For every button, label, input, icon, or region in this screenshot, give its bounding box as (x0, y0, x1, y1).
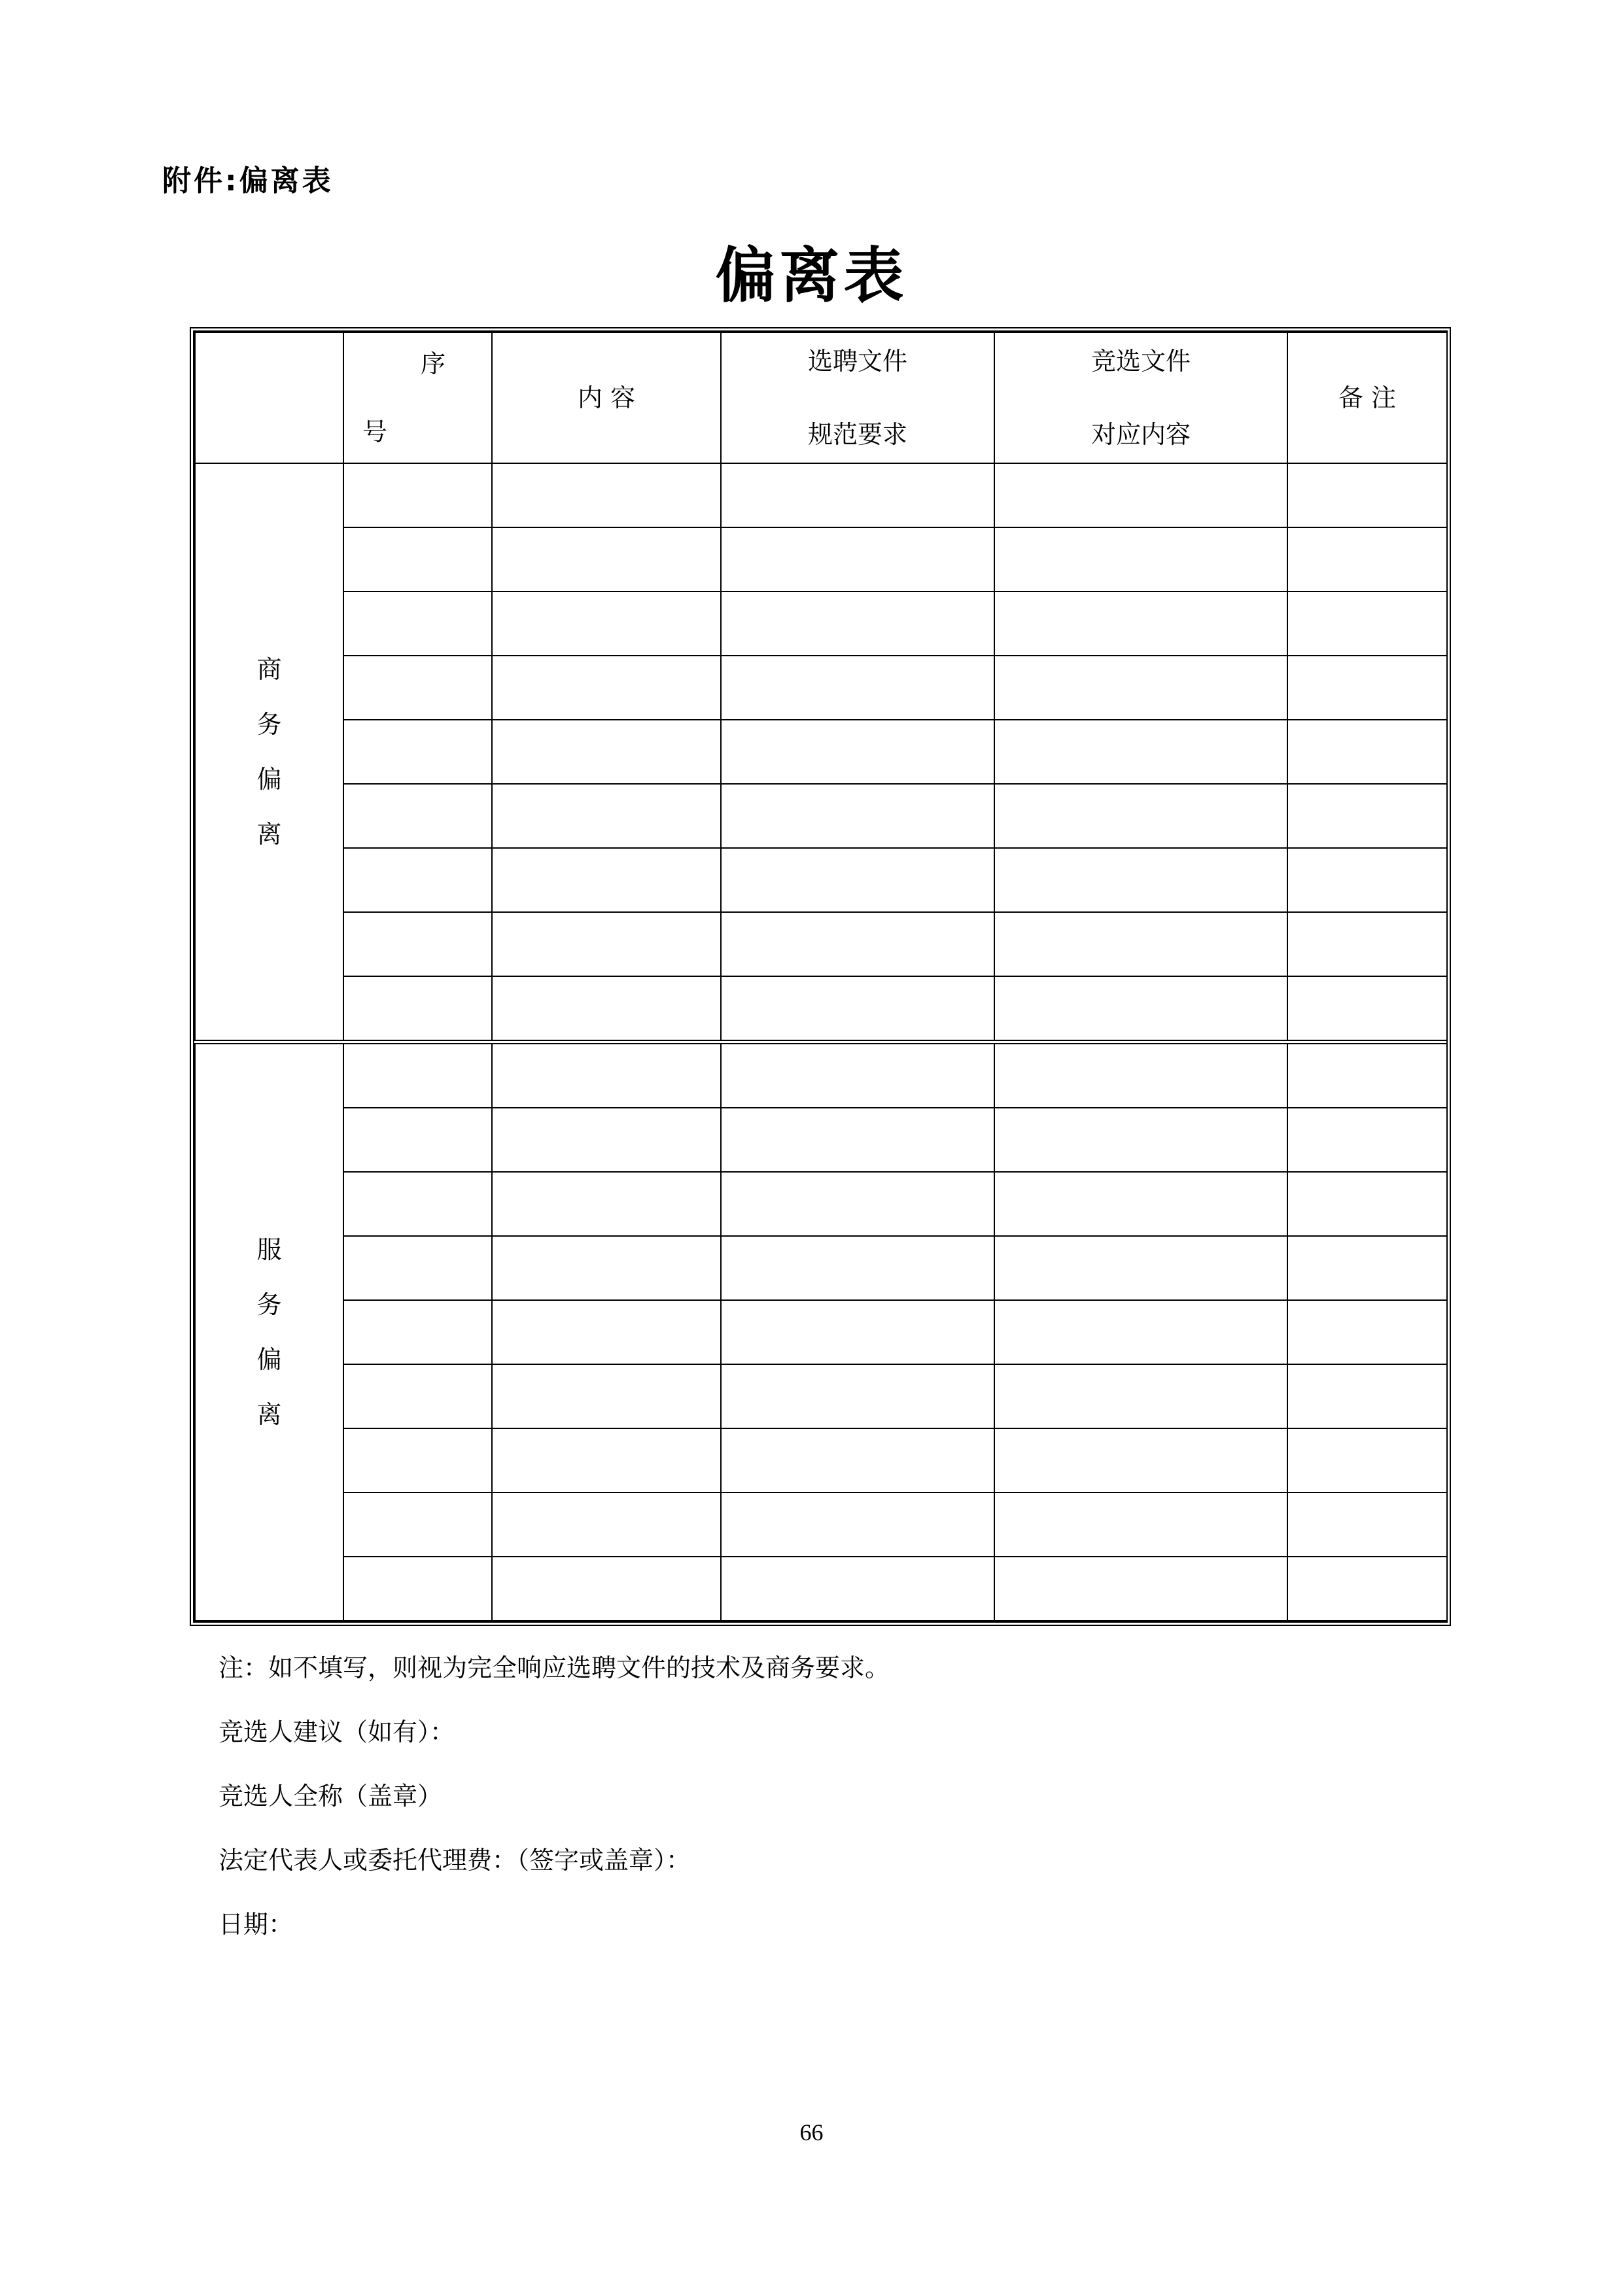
header-requirement-bottom: 规范要求 (807, 420, 907, 449)
seq-cell (343, 1300, 492, 1364)
content-cell (492, 463, 721, 527)
note-line-2: 竞选人建议（如有）： (218, 1718, 455, 1746)
table-row (195, 527, 1447, 592)
content-cell (492, 527, 721, 592)
response-cell (994, 848, 1287, 912)
remark-cell (1287, 1236, 1447, 1300)
remark-cell (1287, 720, 1447, 784)
remark-cell (1287, 912, 1447, 976)
remark-cell (1287, 1492, 1447, 1557)
section-label-char: 务 (256, 710, 282, 739)
section-label-char: 离 (256, 1400, 282, 1429)
seq-cell (343, 1236, 492, 1300)
response-cell (994, 1364, 1287, 1428)
table-row (195, 1108, 1447, 1172)
requirement-cell (721, 720, 994, 784)
requirement-cell (721, 1042, 994, 1108)
table-row (195, 1428, 1447, 1492)
section-label-char: 偏 (256, 1345, 282, 1374)
remark-cell (1287, 463, 1447, 527)
section-label-char: 商 (256, 655, 282, 684)
remark-cell (1287, 848, 1447, 912)
table-row (195, 848, 1447, 912)
response-cell (994, 1492, 1287, 1557)
table-row (195, 592, 1447, 656)
response-cell (994, 1108, 1287, 1172)
requirement-cell (721, 1300, 994, 1364)
attachment-label: 附件:偏离表 (162, 164, 334, 198)
content-cell (492, 1236, 721, 1300)
page-title: 偏离表 (715, 240, 908, 311)
remark-cell (1287, 656, 1447, 720)
content-cell (492, 1300, 721, 1364)
section-label-char: 离 (256, 820, 282, 849)
table-row (195, 1172, 1447, 1236)
response-cell (994, 1300, 1287, 1364)
content-cell (492, 1042, 721, 1108)
remark-cell (1287, 1300, 1447, 1364)
requirement-cell (721, 1364, 994, 1428)
remark-cell (1287, 1108, 1447, 1172)
response-cell (994, 527, 1287, 592)
requirement-cell (721, 848, 994, 912)
requirement-cell (721, 463, 994, 527)
requirement-cell (721, 784, 994, 848)
section-label-cell (195, 463, 343, 1042)
table-row (195, 1236, 1447, 1300)
table-row (195, 1300, 1447, 1364)
response-cell (994, 463, 1287, 527)
response-cell (994, 784, 1287, 848)
seq-cell (343, 656, 492, 720)
section-label-cell (195, 1042, 343, 1621)
table-row (195, 976, 1447, 1042)
table-row (195, 656, 1447, 720)
remark-cell (1287, 1172, 1447, 1236)
header-seq (343, 332, 492, 463)
requirement-cell (721, 1557, 994, 1621)
response-cell (994, 1172, 1287, 1236)
response-cell (994, 1042, 1287, 1108)
table-header-row (195, 332, 1447, 463)
response-cell (994, 976, 1287, 1042)
seq-cell (343, 1108, 492, 1172)
seq-cell (343, 1557, 492, 1621)
table-row (195, 1042, 1447, 1108)
seq-cell (343, 1492, 492, 1557)
remark-cell (1287, 1042, 1447, 1108)
content-cell (492, 592, 721, 656)
content-cell (492, 1108, 721, 1172)
requirement-cell (721, 912, 994, 976)
header-response-top: 竞选文件 (1091, 347, 1191, 376)
content-cell (492, 720, 721, 784)
header-response-bottom: 对应内容 (1091, 420, 1191, 449)
response-cell (994, 592, 1287, 656)
header-category (195, 332, 343, 463)
notes-block (218, 1655, 890, 1976)
response-cell (994, 720, 1287, 784)
section-label-char: 务 (256, 1290, 282, 1319)
content-cell (492, 1557, 721, 1621)
seq-cell (343, 1042, 492, 1108)
content-cell (492, 784, 721, 848)
header-seq-top: 序 (420, 349, 445, 378)
remark-cell (1287, 1557, 1447, 1621)
note-line-5: 日期： (218, 1910, 294, 1939)
seq-cell (343, 1428, 492, 1492)
requirement-cell (721, 527, 994, 592)
content-cell (492, 1492, 721, 1557)
response-cell (994, 1428, 1287, 1492)
remark-cell (1287, 527, 1447, 592)
seq-cell (343, 976, 492, 1042)
requirement-cell (721, 656, 994, 720)
content-cell (492, 848, 721, 912)
page-number: 66 (799, 2119, 824, 2146)
seq-cell (343, 784, 492, 848)
note-line-4: 法定代表人或委托代理费：（签字或盖章）： (218, 1846, 691, 1875)
seq-cell (343, 848, 492, 912)
response-cell (994, 656, 1287, 720)
table-row (195, 720, 1447, 784)
requirement-cell (721, 1108, 994, 1172)
header-requirement-top: 选聘文件 (807, 347, 907, 376)
seq-cell (343, 912, 492, 976)
requirement-cell (721, 592, 994, 656)
content-cell (492, 976, 721, 1042)
requirement-cell (721, 1492, 994, 1557)
table-row (195, 784, 1447, 848)
requirement-cell (721, 1172, 994, 1236)
section-label-char: 偏 (256, 765, 282, 794)
response-cell (994, 1236, 1287, 1300)
header-requirement (721, 332, 994, 463)
table-row (195, 1557, 1447, 1621)
table-row (195, 1492, 1447, 1557)
header-content: 内 容 (492, 332, 721, 463)
remark-cell (1287, 784, 1447, 848)
requirement-cell (721, 1428, 994, 1492)
header-response (994, 332, 1287, 463)
seq-cell (343, 527, 492, 592)
response-cell (994, 912, 1287, 976)
note-line-1: 注：如不填写，则视为完全响应选聘文件的技术及商务要求。 (218, 1653, 890, 1682)
seq-cell (343, 1364, 492, 1428)
seq-cell (343, 1172, 492, 1236)
content-cell (492, 1364, 721, 1428)
remark-cell (1287, 976, 1447, 1042)
content-cell (492, 912, 721, 976)
seq-cell (343, 463, 492, 527)
table-row (195, 463, 1447, 527)
requirement-cell (721, 976, 994, 1042)
requirement-cell (721, 1236, 994, 1300)
response-cell (994, 1557, 1287, 1621)
note-line-3: 竞选人全称（盖章） (218, 1782, 443, 1810)
seq-cell (343, 720, 492, 784)
remark-cell (1287, 1364, 1447, 1428)
remark-cell (1287, 1428, 1447, 1492)
content-cell (492, 1172, 721, 1236)
content-cell (492, 656, 721, 720)
seq-cell (343, 592, 492, 656)
table-row (195, 1364, 1447, 1428)
table-row (195, 912, 1447, 976)
content-cell (492, 1428, 721, 1492)
header-remark: 备 注 (1287, 332, 1447, 463)
remark-cell (1287, 592, 1447, 656)
header-seq-bottom: 号 (362, 417, 388, 446)
section-label-char: 服 (256, 1235, 282, 1264)
deviation-table (190, 327, 1451, 1626)
